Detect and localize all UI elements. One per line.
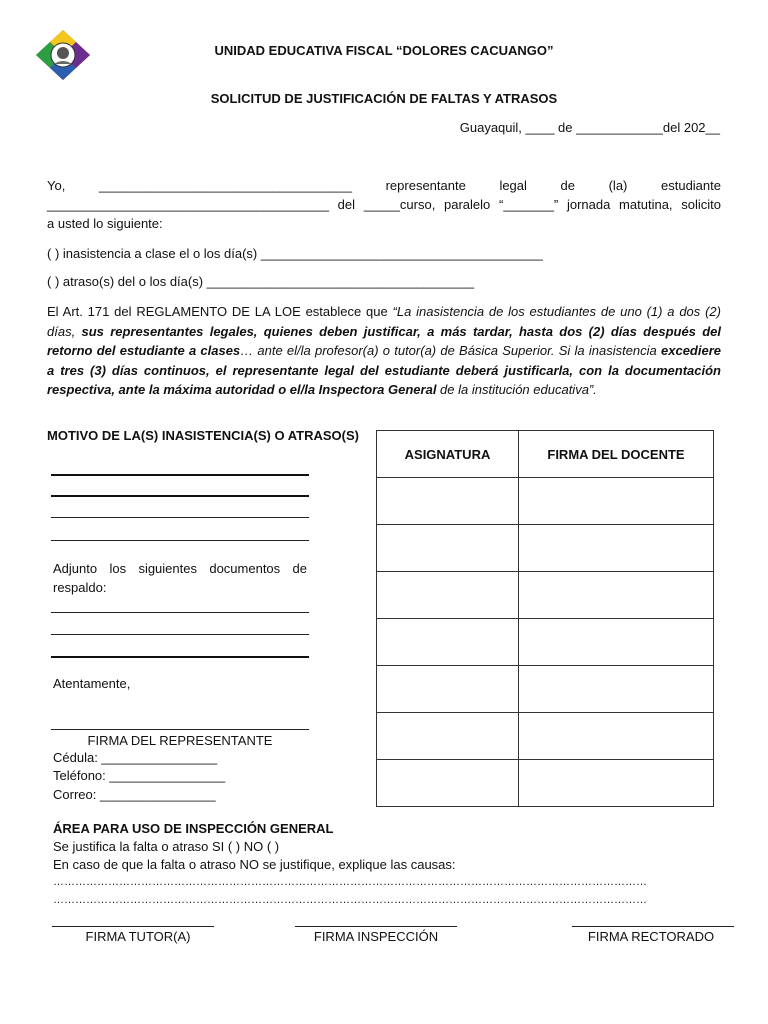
table-row: [377, 760, 714, 807]
attach-line-2[interactable]: [51, 634, 309, 635]
column-teacher-signature: FIRMA DEL DOCENTE: [519, 431, 714, 478]
signature-cell[interactable]: [519, 713, 714, 760]
rep-signature-label: FIRMA DEL REPRESENTANTE: [87, 733, 273, 748]
regulation-paragraph: [47, 302, 721, 400]
form-title: SOLICITUD DE JUSTIFICACIÓN DE FALTAS Y ATRASOS: [210, 91, 558, 106]
subject-cell[interactable]: [377, 713, 519, 760]
intro-line-3: a usted lo siguiente:: [47, 216, 163, 231]
signature-cell[interactable]: [519, 760, 714, 807]
subject-cell[interactable]: [377, 619, 519, 666]
explain-text: En caso de que la falta o atraso NO se justifique, explique las causas:: [53, 857, 456, 872]
inspection-signature-label: FIRMA INSPECCIÓN: [313, 929, 439, 944]
rector-signature-line[interactable]: [572, 926, 734, 927]
reason-line-3[interactable]: [51, 517, 309, 518]
subject-cell[interactable]: [377, 666, 519, 713]
regulation-quote-3: … ante el/la profesor(a) o tutor(a) de Básica Superior. Si la inasistencia: [240, 343, 661, 358]
tutor-signature-label: FIRMA TUTOR(A): [85, 929, 191, 944]
subject-cell[interactable]: [377, 478, 519, 525]
email-field: Correo: ________________: [53, 787, 216, 802]
signature-cell[interactable]: [519, 666, 714, 713]
tardy-option: ( ) atraso(s) del o los día(s) _____________________________________: [47, 274, 475, 289]
column-subject: ASIGNATURA: [377, 431, 519, 478]
signature-cell[interactable]: [519, 478, 714, 525]
regulation-quote-1: “La inasistencia de los estudiantes de uno (1) a dos (2) días,: [47, 304, 721, 339]
inspection-heading: ÁREA PARA USO DE INSPECCIÓN GENERAL: [53, 821, 334, 836]
table-row: [377, 713, 714, 760]
id-field: Cédula: ________________: [53, 750, 218, 765]
tutor-signature-line[interactable]: [52, 926, 214, 927]
teacher-signature-table: [376, 430, 714, 807]
reason-line-4[interactable]: [51, 540, 309, 541]
table-row: [377, 572, 714, 619]
reason-heading: MOTIVO DE LA(S) INASISTENCIA(S) O ATRASO(S): [47, 428, 359, 443]
regulation-quote-4: excediere a tres (3) días continuos, el representante legal del estudiante deberá justificarla, con la documentación respectiva, ante la máxima autoridad o el/la Inspectora General: [47, 343, 721, 397]
table-row: [377, 478, 714, 525]
regulation-quote-2: sus representantes legales, quienes deben justificar, a más tardar, hasta dos (2) días después del retorno del estudiante a clases: [47, 323, 722, 358]
phone-field: Teléfono: ________________: [53, 768, 226, 783]
inspection-signature-line[interactable]: [295, 926, 457, 927]
absence-option: ( ) inasistencia a clase el o los día(s) _______________________________________: [47, 246, 543, 261]
signature-cell[interactable]: [519, 572, 714, 619]
intro-line-1: Yo, ___________________________________ representante legal de (la) estudiante: [47, 178, 721, 193]
reason-line-1[interactable]: [51, 474, 309, 476]
subject-cell[interactable]: [377, 525, 519, 572]
rep-signature-line[interactable]: [51, 729, 309, 730]
school-name: UNIDAD EDUCATIVA FISCAL “DOLORES CACUANGO”: [214, 43, 554, 58]
regulation-intro: El Art. 171 del REGLAMENTO DE LA LOE establece que: [47, 304, 393, 319]
explain-dots-2[interactable]: ………………………………………………………………………………………………………………………………………………: [53, 894, 647, 906]
reason-line-2[interactable]: [51, 495, 309, 497]
table-row: [377, 619, 714, 666]
signature-cell[interactable]: [519, 525, 714, 572]
attach-line-3[interactable]: [51, 656, 309, 658]
table-header-row: [377, 431, 714, 478]
subject-cell[interactable]: [377, 760, 519, 807]
subject-cell[interactable]: [377, 572, 519, 619]
date-line: Guayaquil, ____ de ____________del 202__: [459, 120, 720, 135]
attach-text: Adjunto los siguientes documentos de respaldo:: [53, 561, 307, 595]
table-row: [377, 666, 714, 713]
closing-text: Atentamente,: [53, 676, 131, 691]
explain-dots-1[interactable]: ………………………………………………………………………………………………………………………………………………: [53, 876, 647, 888]
justified-question: Se justifica la falta o atraso SI ( ) NO ( ): [53, 839, 280, 854]
intro-line-2: _______________________________________ del _____curso, paralelo “_______” jornada matutina, solicito: [47, 197, 721, 212]
rector-signature-label: FIRMA RECTORADO: [587, 929, 715, 944]
attach-line-1[interactable]: [51, 612, 309, 613]
signature-cell[interactable]: [519, 619, 714, 666]
regulation-quote-5: de la institución educativa”.: [436, 382, 597, 397]
table-row: [377, 525, 714, 572]
